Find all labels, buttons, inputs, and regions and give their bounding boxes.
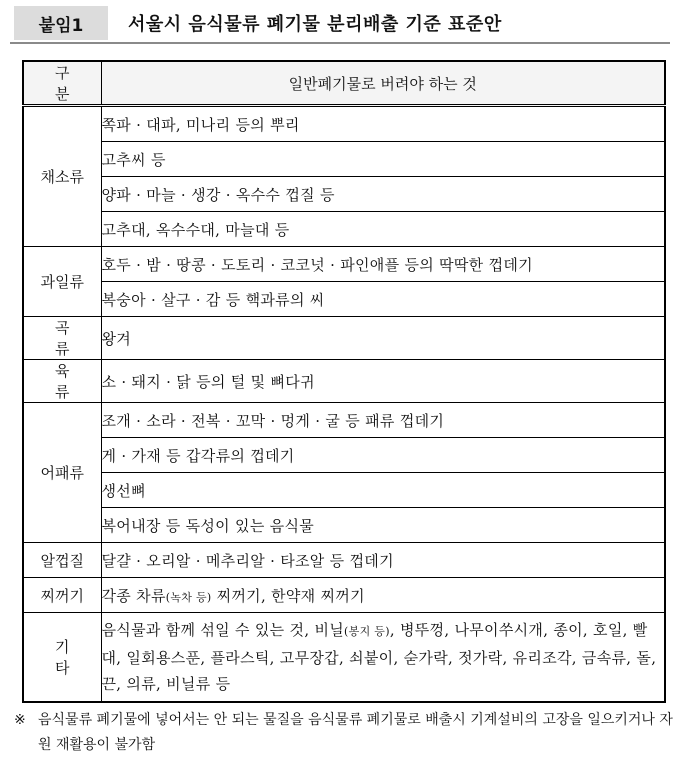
table-row [23, 360, 665, 403]
item-cell: 게 · 가재 등 갑각류의 껍데기 [101, 438, 665, 473]
title-underline [10, 42, 670, 44]
footnote [14, 708, 674, 758]
category-other: 기 타 [23, 613, 101, 703]
reference-mark: ※ [14, 712, 26, 728]
item-cell: 양파 · 마늘 · 생강 · 옥수수 껍질 등 [101, 177, 665, 212]
category-seafood: 어패류 [23, 403, 101, 543]
table-row [23, 212, 665, 247]
footnote-text: 음식물류 폐기물에 넣어서는 안 되는 물질을 음식물류 폐기물로 배출시 기계설비의 고장을 일으키거나 자원 재활용이 불가함 [38, 712, 673, 753]
table-header-row [23, 61, 665, 106]
category-meat: 육 류 [23, 360, 101, 403]
table-row [23, 613, 665, 703]
table-row [23, 177, 665, 212]
table-row [23, 247, 665, 282]
item-cell: 생선뼈 [101, 473, 665, 508]
header-items: 일반폐기물로 버려야 하는 것 [101, 61, 665, 106]
item-cell: 고추씨 등 [101, 142, 665, 177]
table-row [23, 317, 665, 360]
table-row [23, 403, 665, 438]
item-cell [101, 613, 665, 703]
table-row [23, 438, 665, 473]
item-note: (녹차 등) [165, 590, 212, 604]
attachment-tag: 붙임1 [14, 6, 108, 40]
item-text: 각종 차류 [101, 586, 166, 605]
category-fruits: 과일류 [23, 247, 101, 317]
item-text: , 병뚜껑, 나무이쑤시개, 종이, 호일, 빨대, 일회용스푼, 플라스틱, 고무장갑, 쇠붙이, 숟가락, 젓가락, 유리조각, 금속류, 돌, 끈, 의류, 비닐류 등 [101, 621, 657, 693]
table-row [23, 473, 665, 508]
item-cell: 소 · 돼지 · 닭 등의 털 및 뼈다귀 [101, 360, 665, 403]
table-row [23, 508, 665, 543]
item-cell: 왕겨 [101, 317, 665, 360]
item-cell [101, 578, 665, 613]
item-cell: 호두 · 밤 · 땅콩 · 도토리 · 코코넛 · 파인애플 등의 딱딱한 껍데기 [101, 247, 665, 282]
item-text: 찌꺼기, 한약재 찌꺼기 [211, 586, 365, 605]
item-cell: 복어내장 등 독성이 있는 음식물 [101, 508, 665, 543]
item-text: 음식물과 함께 섞일 수 있는 것, 비닐 [101, 621, 345, 639]
item-cell: 달걀 · 오리알 · 메추리알 · 타조알 등 껍데기 [101, 543, 665, 578]
table-row [23, 282, 665, 317]
category-eggshells: 알껍질 [23, 543, 101, 578]
category-grains: 곡 류 [23, 317, 101, 360]
category-residue: 찌꺼기 [23, 578, 101, 613]
item-cell: 쪽파 · 대파, 미나리 등의 뿌리 [101, 106, 665, 142]
category-vegetables: 채소류 [23, 106, 101, 247]
table-row [23, 543, 665, 578]
item-cell: 고추대, 옥수수대, 마늘대 등 [101, 212, 665, 247]
item-cell: 복숭아 · 살구 · 감 등 핵과류의 씨 [101, 282, 665, 317]
document-title: 서울시 음식물류 폐기물 분리배출 기준 표준안 [128, 14, 502, 35]
item-note: (봉지 등) [344, 625, 390, 638]
table-row [23, 578, 665, 613]
item-cell: 조개 · 소라 · 전복 · 꼬막 · 멍게 · 굴 등 패류 껍데기 [101, 403, 665, 438]
header [10, 6, 670, 40]
separation-standard-table [22, 60, 666, 703]
header-category: 구 분 [23, 61, 101, 106]
table-row [23, 106, 665, 142]
table-row [23, 142, 665, 177]
